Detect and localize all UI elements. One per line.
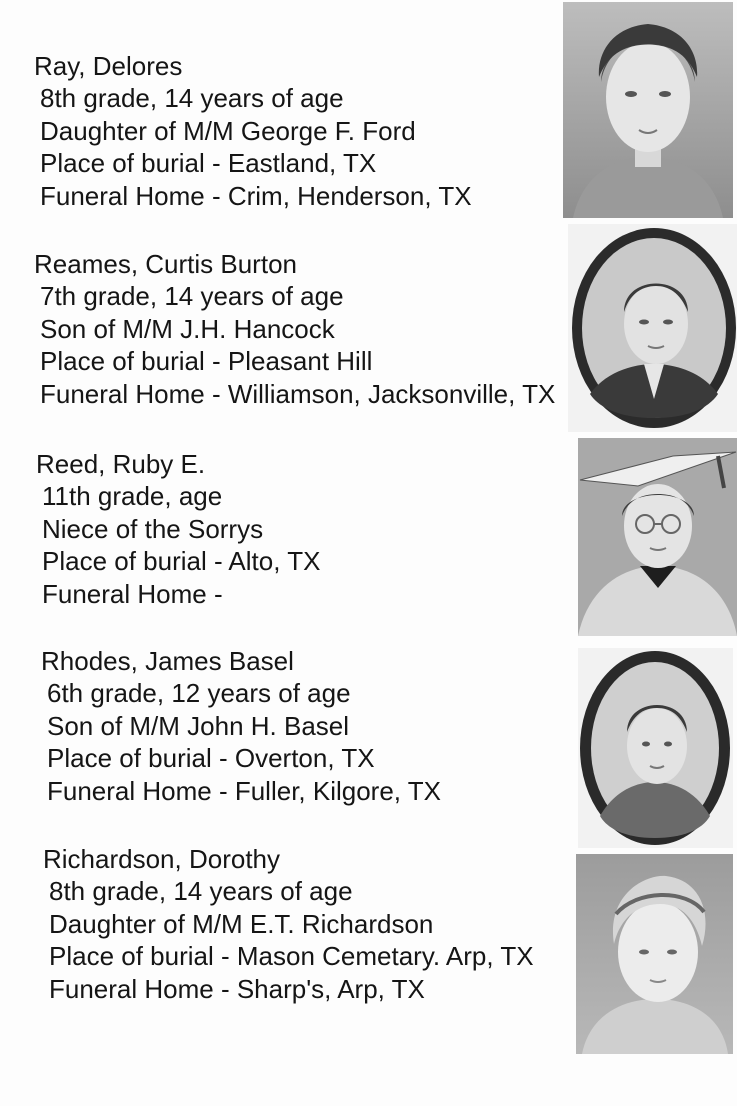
portrait-photo-richardson-dorothy: [576, 854, 733, 1054]
oval-portrait-photo-rhodes-james: [578, 648, 733, 848]
entry-burial: Place of burial - Eastland, TX: [40, 148, 377, 178]
entry-rhodes-james-basel: [41, 645, 601, 807]
entry-grade: 8th grade, 14 years of age: [40, 83, 344, 113]
entry-parents: Daughter of M/M E.T. Richardson: [49, 908, 434, 939]
entry-burial: Place of burial - Mason Cemetary. Arp, TX: [49, 941, 534, 971]
entry-name: Richardson, Dorothy: [43, 844, 280, 874]
entry-funeral-home: Funeral Home - Sharp's, Arp, TX: [49, 973, 425, 1004]
entry-name: Rhodes, James Basel: [41, 646, 294, 676]
graduation-portrait-photo-reed-ruby: [578, 438, 737, 636]
entry-reames-curtis-burton: [34, 248, 594, 410]
entry-grade: 6th grade, 12 years of age: [47, 678, 351, 708]
entry-reed-ruby-e: [36, 448, 596, 610]
entry-parents: Daughter of M/M George F. Ford: [40, 115, 416, 146]
entry-funeral-home: Funeral Home -: [42, 578, 223, 609]
entry-grade: 8th grade, 14 years of age: [49, 876, 353, 906]
entry-richardson-dorothy: [43, 843, 603, 1005]
entry-grade: 7th grade, 14 years of age: [40, 281, 344, 311]
entry-name: Reed, Ruby E.: [36, 449, 206, 479]
entry-funeral-home: Funeral Home - Fuller, Kilgore, TX: [47, 775, 441, 806]
entry-ray-delores: [34, 50, 594, 212]
entry-parents: Son of M/M J.H. Hancock: [40, 313, 335, 344]
entry-funeral-home: Funeral Home - Crim, Henderson, TX: [40, 180, 472, 211]
oval-portrait-photo-reames-curtis: [568, 224, 737, 432]
entry-burial: Place of burial - Alto, TX: [42, 546, 321, 576]
entry-name: Reames, Curtis Burton: [34, 249, 297, 279]
entry-burial: Place of burial - Overton, TX: [47, 743, 375, 773]
portrait-photo-ray-delores: [563, 2, 733, 218]
entry-name: Ray, Delores: [34, 51, 183, 81]
entry-relation: Niece of the Sorrys: [42, 513, 264, 544]
entry-burial: Place of burial - Pleasant Hill: [40, 346, 373, 376]
entry-parents: Son of M/M John H. Basel: [47, 710, 350, 741]
entry-grade: 11th grade, age: [42, 481, 223, 511]
entry-funeral-home: Funeral Home - Williamson, Jacksonville, TX: [40, 378, 556, 409]
